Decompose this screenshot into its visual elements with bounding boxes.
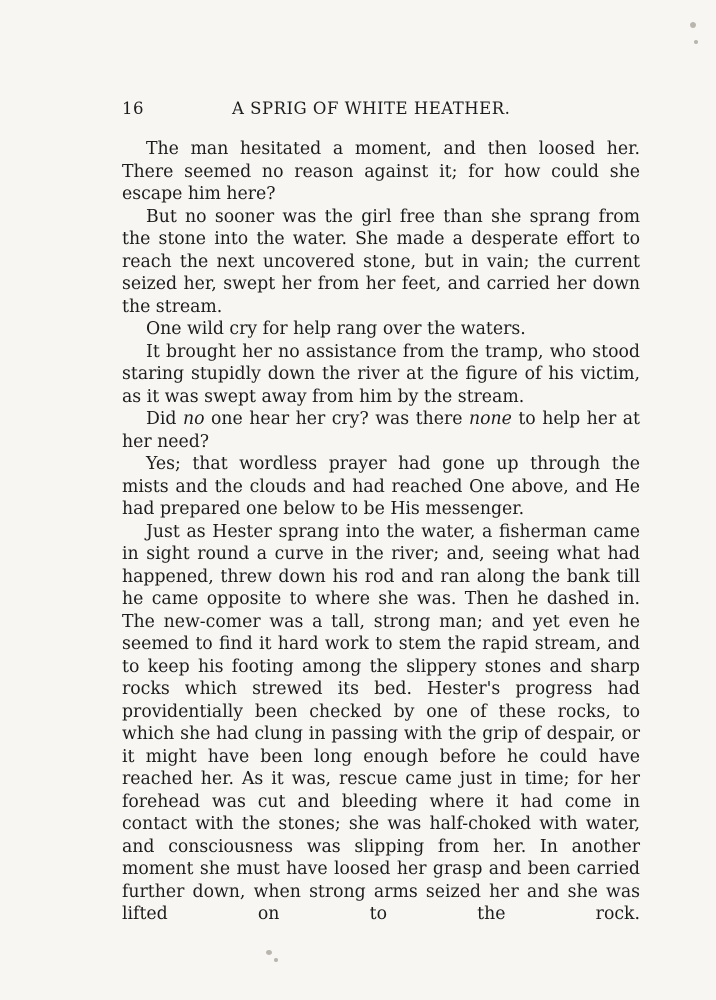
paragraph: [122, 408, 640, 453]
paragraph: It brought her no assistance from the tramp, who stood staring stupidly down the river at the figure of his victim, as it was swept away from him by the stream.: [122, 341, 640, 407]
emphasis-run: no: [182, 409, 205, 429]
paper-speck: [274, 958, 278, 962]
paper-speck: [690, 22, 696, 28]
emphasis-run: none: [468, 409, 512, 429]
text-run: one hear her cry? was there: [204, 409, 469, 429]
page-header: [122, 99, 637, 123]
paragraph: Yes; that wordless prayer had gone up through the mists and the clouds and had reached One above, and He had prepared one below to be His messenger.: [122, 454, 640, 519]
paper-speck: [266, 950, 272, 955]
text-run: Did: [146, 409, 183, 429]
page-number: 16: [122, 99, 144, 118]
running-title: A SPRIG OF WHITE HEATHER.: [232, 99, 511, 118]
paragraph: One wild cry for help rang over the waters.: [146, 319, 526, 339]
body-text: [122, 138, 640, 926]
paragraph: The man hesitated a moment, and then loosed her. There seemed no reason against it; for how could she escape him here?: [122, 139, 640, 204]
paragraph: But no sooner was the girl free than she sprang from the stone into the water. She made a desperate effort to reach the next uncovered stone, but in vain; the current seized her, swept her from her feet, and carried her down the stream.: [122, 206, 640, 317]
paragraph: Just as Hester sprang into the water, a fisherman came in sight round a curve in the river; and, seeing what had happened, threw down his rod and ran along the bank till he came opposite to where she was. Then he dashed in. The new-comer was a tall, strong man; and yet even he seemed to find it hard work to stem the rapid stream, and to keep his footing among the slippery stones and sharp rocks which strewed its bed. Hester's progress had providentially been checked by one of these rocks, to which she had clung in passing with the grip of despair, or it might have been long enough before he could have reached her. As it was, rescue came just in time; for her forehead was cut and bleeding where it had come in contact with the stones; she was half-choked with water, and consciousness was slipping from her. In another moment she must have loosed her grasp and been carried further down, when strong arms seized her and she was lifted on to the rock.: [122, 521, 640, 924]
text-run: to help her at her need?: [122, 409, 640, 452]
paper-speck: [694, 40, 698, 44]
